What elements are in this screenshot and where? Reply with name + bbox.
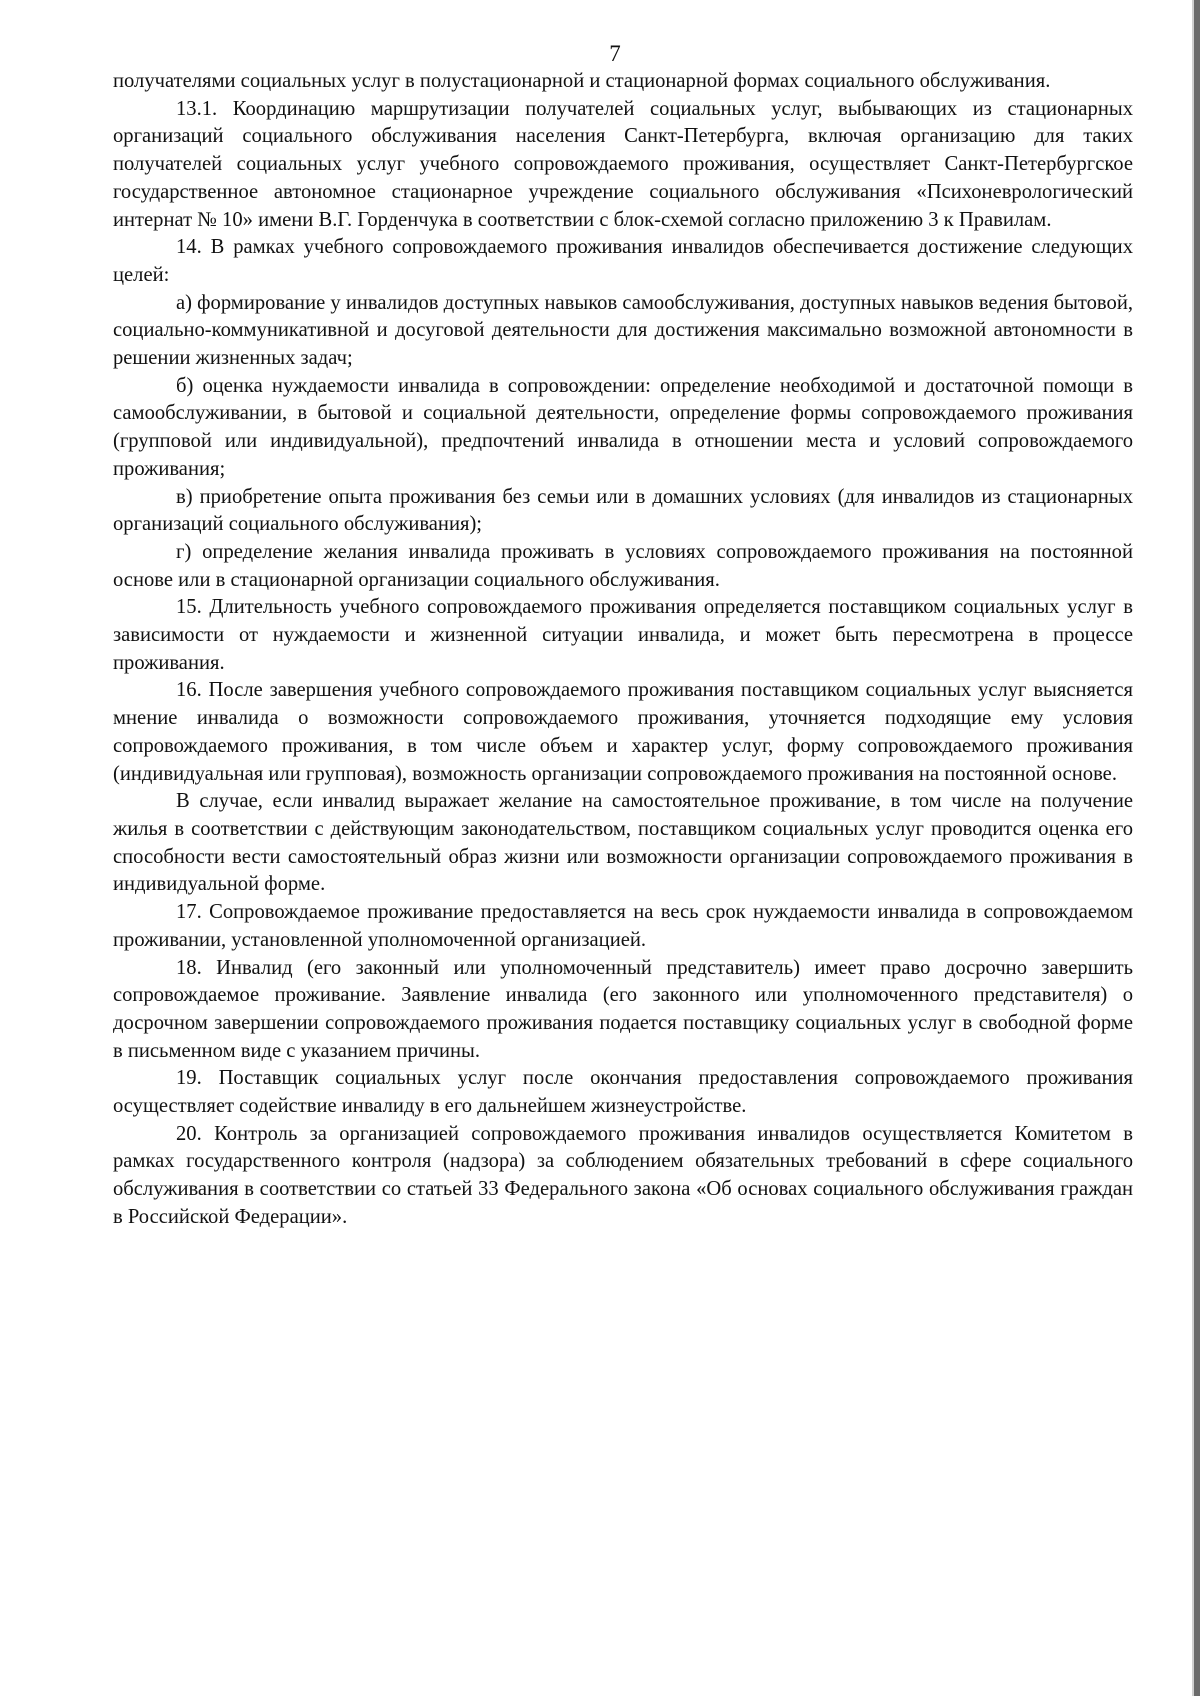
paragraph-16: 16. После завершения учебного сопровождаемого проживания поставщиком социальных услуг выясняется мнение инвалида о возможности сопровождаемого проживания, уточняется подходящие ему условия сопровождаемого проживания, в том числе объем и характер услуг, форму сопровождаемого проживания (индивидуальная или групповая), возможность организации сопровождаемого проживания на постоянной основе. [113,679,1133,785]
paragraph-15: 15. Длительность учебного сопровождаемого проживания определяется поставщиком социальных услуг в зависимости от нуждаемости и жизненной ситуации инвалида, и может быть пересмотрена в процессе проживания. [113,596,1133,674]
page-number: 7 [609,41,621,66]
paragraph-14-a: а) формирование у инвалидов доступных навыков самообслуживания, доступных навыков ведения бытовой, социально-коммуникативной и досуговой деятельности для достижения максимально возможной автономности в решении жизненных задач; [113,291,1133,370]
paragraph-20: 20. Контроль за организацией сопровождаемого проживания инвалидов осуществляется Комитетом в рамках государственного контроля (надзора) за соблюдением обязательных требований в сфере социального обслуживания в соответствии со статьей 33 Федерального закона «Об основах социального обслуживания граждан в Российской Федерации». [113,1122,1133,1228]
paragraph-14-v: в) приобретение опыта проживания без семьи или в домашних условиях (для инвалидов из стационарных организаций социального обслуживания); [113,485,1133,536]
paragraph-13-1: 13.1. Координацию маршрутизации получателей социальных услуг, выбывающих из стационарных организаций социального обслуживания населения Санкт-Петербурга, включая организацию для таких получателей социальных услуг учебного сопровождаемого проживания, осуществляет Санкт-Петербургское государственное автономное стационарное учреждение социального обслуживания «Психоневрологический интернат № 10» имени В.Г. Горденчука в соответствии с блок-схемой согласно приложению 3 к Правилам. [113,97,1133,231]
scan-edge [1194,0,1200,1696]
paragraph-continuation: получателями социальных услуг в полустационарной и стационарной формах социального обслуживания. [113,70,1051,92]
paragraph-18: 18. Инвалид (его законный или уполномоченный представитель) имеет право досрочно завершить сопровождаемое проживание. Заявление инвалида (его законного или уполномоченного представителя) о досрочном завершении сопровождаемого проживания подается поставщику социальных услуг в свободной форме в письменном виде с указанием причины. [113,956,1133,1062]
document-body [113,68,1133,1232]
paragraph-14-g: г) определение желания инвалида проживать в условиях сопровождаемого проживания на постоянной основе или в стационарной организации социального обслуживания. [113,540,1133,591]
paragraph-19: 19. Поставщик социальных услуг после окончания предоставления сопровождаемого проживания осуществляет содействие инвалиду в его дальнейшем жизнеустройстве. [113,1067,1133,1118]
paragraph-17: 17. Сопровождаемое проживание предоставляется на весь срок нуждаемости инвалида в сопровождаемом проживании, установленной уполномоченной организацией. [113,901,1133,951]
paragraph-14: 14. В рамках учебного сопровождаемого проживания инвалидов обеспечивается достижение следующих целей: [113,236,1133,286]
paragraph-16-continued: В случае, если инвалид выражает желание на самостоятельное проживание, в том числе на получение жилья в соответствии с действующим законодательством, поставщиком социальных услуг проводится оценка его способности вести самостоятельный образ жизни или возможности организации сопровождаемого проживания в индивидуальной форме. [113,790,1133,896]
paragraph-14-b: б) оценка нуждаемости инвалида в сопровождении: определение необходимой и достаточной помощи в самообслуживании, в бытовой и социальной деятельности, определение формы сопровождаемого проживания (групповой или индивидуальной), предпочтений инвалида в отношении места и условий сопровождаемого проживания; [113,374,1133,480]
